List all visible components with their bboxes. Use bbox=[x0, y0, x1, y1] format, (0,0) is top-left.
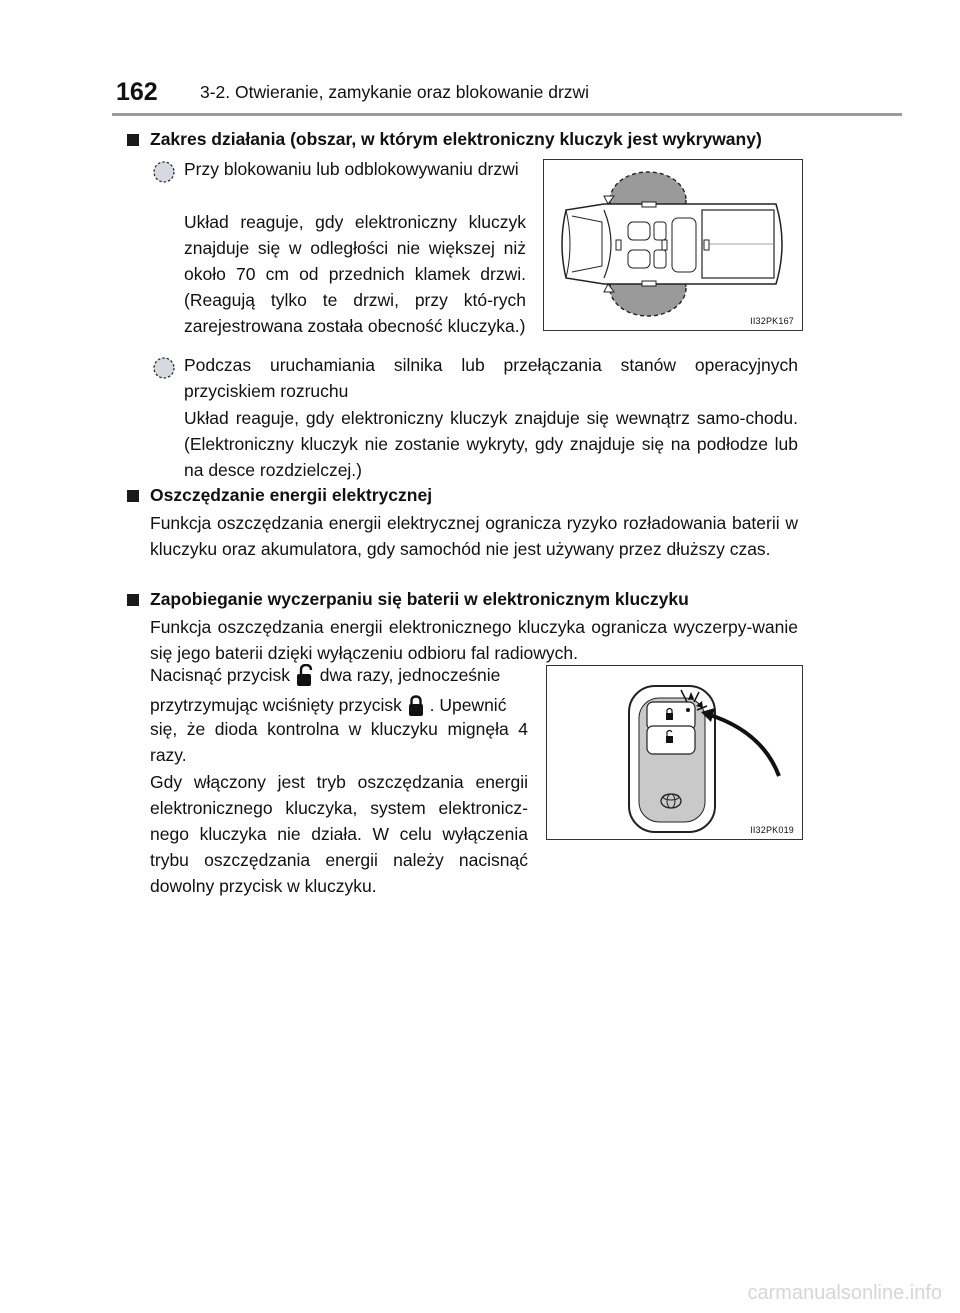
header-divider bbox=[112, 113, 902, 116]
section-marker bbox=[127, 490, 139, 502]
section-heading-energy: Oszczędzanie energii elektrycznej bbox=[150, 485, 433, 505]
section3-body-2: Gdy włączony jest tryb oszczędzania energii elektronicznego kluczyka, system elektronicz-nego kluczyka nie działa. W celu wyłączenia trybu oszczędzania energii należy nacisnąć dowolny przycisk w kluczyku. bbox=[150, 772, 528, 896]
car-top-view-illustration bbox=[544, 160, 802, 330]
instruction-text: Nacisnąć przycisk bbox=[150, 665, 291, 685]
instruction-line-3: się, że dioda kontrolna w kluczyku mignęła 4 razy. bbox=[150, 719, 528, 765]
bullet-icon bbox=[152, 160, 176, 184]
instruction-text: dwa razy, jednocześnie bbox=[319, 665, 501, 685]
figure-code: II32PK167 bbox=[750, 316, 794, 326]
bullet-icon bbox=[152, 356, 176, 380]
page-number: 162 bbox=[116, 78, 158, 106]
key-fob-illustration bbox=[547, 666, 802, 839]
chapter-title: 3-2. Otwieranie, zamykanie oraz blokowanie drzwi bbox=[200, 82, 590, 102]
instruction-text: . Upewnić bbox=[429, 695, 507, 715]
section-marker bbox=[127, 134, 139, 146]
figure-code: II32PK019 bbox=[750, 825, 794, 835]
instruction-line-2 bbox=[150, 692, 530, 718]
section-marker bbox=[127, 594, 139, 606]
section2-body: Funkcja oszczędzania energii elektrycznej ogranicza ryzyko rozładowania baterii w kluczyku oraz akumulatora, gdy samochód nie jest używany przez dłuższy czas. bbox=[150, 513, 798, 559]
lock-icon bbox=[407, 695, 425, 717]
item1-title: Przy blokowaniu lub odblokowywaniu drzwi bbox=[184, 159, 519, 179]
unlock-icon bbox=[295, 664, 315, 688]
watermark: carmanualsonline.info bbox=[747, 1282, 942, 1304]
section-heading-battery: Zapobieganie wyczerpaniu się baterii w elektronicznym kluczyku bbox=[150, 589, 689, 609]
item2-title: Podczas uruchamiania silnika lub przełączania stanów operacyjnych przyciskiem rozruchu bbox=[184, 355, 798, 401]
section-heading-range: Zakres działania (obszar, w którym elektroniczny kluczyk jest wykrywany) bbox=[150, 129, 762, 149]
instruction-line-1 bbox=[150, 662, 530, 688]
item1-body: Układ reaguje, gdy elektroniczny kluczyk znajduje się w odległości nie większej niż około 70 cm od przednich klamek drzwi. (Reagują tylko te drzwi, przy któ-rych zarejestrowana została obecność kluczyka.) bbox=[184, 212, 526, 336]
figure-detection-range bbox=[543, 159, 803, 331]
section3-body: Funkcja oszczędzania energii elektronicznego kluczyka ogranicza wyczerpy-wanie się jego baterii dzięki wyłączeniu odbioru fal radiowych. bbox=[150, 617, 798, 663]
item2-body: Układ reaguje, gdy elektroniczny kluczyk znajduje się wewnątrz samo-chodu. (Elektroniczny kluczyk nie zostanie wykryty, gdy znajduje się na podłodze lub na desce rozdzielczej.) bbox=[184, 408, 798, 480]
figure-key-fob bbox=[546, 665, 803, 840]
instruction-text: przytrzymując wciśnięty przycisk bbox=[150, 695, 402, 715]
